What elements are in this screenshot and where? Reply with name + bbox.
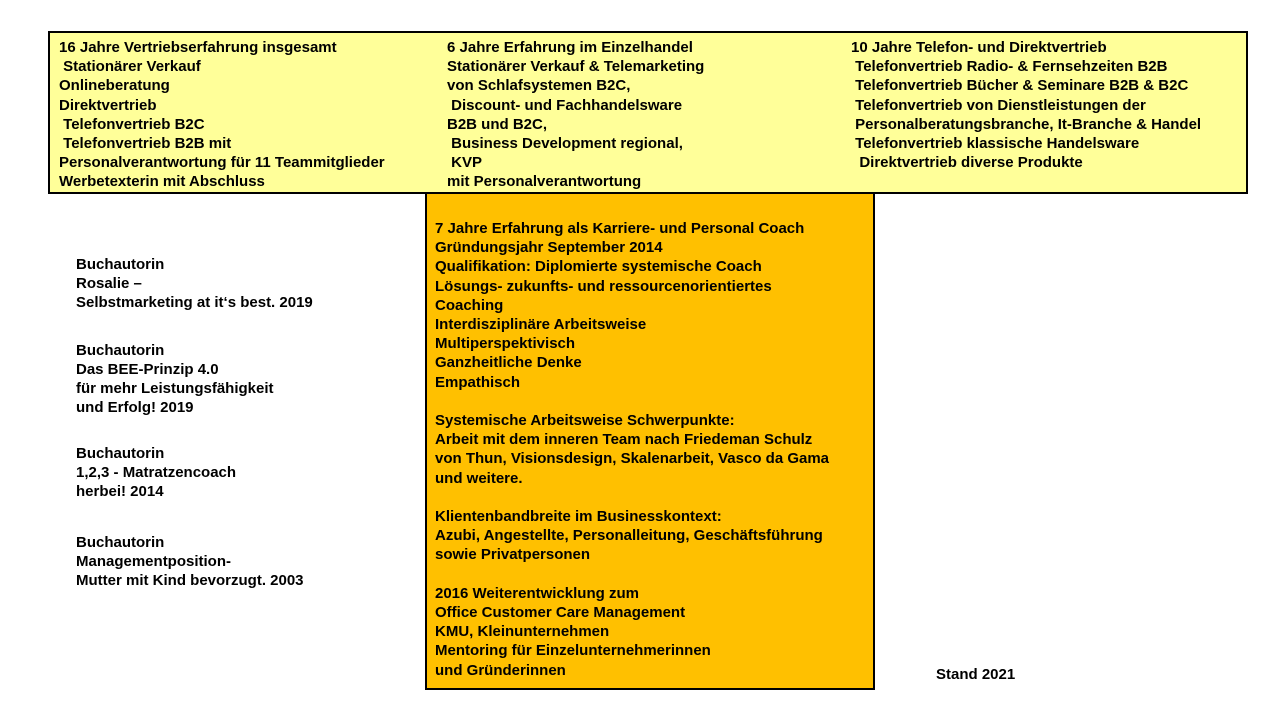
text-line: Stationärer Verkauf	[59, 58, 201, 76]
coaching-text	[435, 219, 829, 680]
text-line: KVP	[447, 154, 483, 172]
book-title: und Erfolg! 2019	[76, 399, 194, 416]
spacer	[435, 392, 829, 411]
text-line: Discount- und Fachhandelsware	[447, 96, 683, 114]
sales-experience-column	[59, 38, 385, 192]
text-line: Telefonvertrieb B2B mit	[59, 135, 232, 153]
text-line: 2016 Weiterentwicklung zum	[435, 584, 639, 602]
text-line: Gründungsjahr September 2014	[435, 239, 663, 257]
book-label: Buchautorin	[76, 256, 165, 273]
text-line: Klientenbandbreite im Businesskontext:	[435, 508, 722, 526]
text-line: Systemische Arbeitsweise Schwerpunkte:	[435, 412, 735, 430]
text-line: Lösungs- zukunfts- und ressourcenorientiertes	[435, 277, 772, 295]
book-title: Selbstmarketing at it‘s best. 2019	[76, 294, 313, 311]
text-line: und Gründerinnen	[435, 661, 566, 679]
spacer	[435, 488, 829, 507]
text-line: 16 Jahre Vertriebserfahrung insgesamt	[59, 39, 337, 56]
text-line: von Schlafsystemen B2C,	[447, 77, 631, 95]
stand-date: Stand 2021	[936, 666, 1016, 683]
text-line: Multiperspektivisch	[435, 335, 576, 353]
book-label: Buchautorin	[76, 342, 165, 359]
text-line: Werbetexterin mit Abschluss	[59, 173, 265, 191]
text-line: Mentoring für Einzelunternehmerinnen	[435, 642, 711, 660]
text-line: Arbeit mit dem inneren Team nach Friedeman Schulz	[435, 431, 813, 449]
text-line: Telefonvertrieb von Dienstleistungen der	[851, 96, 1146, 114]
text-line: Telefonvertrieb B2C	[59, 115, 205, 133]
text-line: 10 Jahre Telefon- und Direktvertrieb	[851, 39, 1107, 56]
text-line: Qualifikation: Diplomierte systemische Coach	[435, 258, 762, 276]
book-rosalie	[76, 255, 313, 312]
experience-summary-box	[48, 31, 1248, 194]
text-line: 6 Jahre Erfahrung im Einzelhandel	[447, 39, 693, 56]
book-label: Buchautorin	[76, 534, 165, 551]
text-line: Onlineberatung	[59, 77, 170, 95]
book-matratzencoach	[76, 444, 236, 501]
book-title: Rosalie –	[76, 275, 142, 292]
book-bee-prinzip	[76, 341, 274, 417]
book-title: Mutter mit Kind bevorzugt. 2003	[76, 572, 304, 589]
retail-experience-column	[447, 38, 704, 192]
book-title: 1,2,3 - Matratzencoach	[76, 464, 237, 481]
text-line: Stationärer Verkauf & Telemarketing	[447, 58, 705, 76]
text-line: von Thun, Visionsdesign, Skalenarbeit, Vasco da Gama	[435, 450, 830, 468]
text-line: Coaching	[435, 296, 504, 314]
text-line: Telefonvertrieb klassische Handelsware	[851, 135, 1140, 153]
text-line: und weitere.	[435, 469, 523, 487]
text-line: Business Development regional,	[447, 135, 683, 153]
telephone-sales-column	[851, 38, 1201, 172]
text-line: Personalverantwortung für 11 Teammitglieder	[59, 154, 385, 172]
text-line: Direktvertrieb diverse Produkte	[851, 154, 1083, 172]
text-line: KMU, Kleinunternehmen	[435, 623, 610, 641]
text-line: Empathisch	[435, 373, 521, 391]
text-line: mit Personalverantwortung	[447, 173, 642, 191]
coaching-experience-box	[425, 194, 875, 690]
book-title: Managementposition-	[76, 553, 232, 570]
book-title: herbei! 2014	[76, 483, 164, 500]
text-line: Office Customer Care Management	[435, 604, 686, 622]
text-line: Interdisziplinäre Arbeitsweise	[435, 316, 647, 334]
text-line: Personalberatungsbranche, It-Branche & Handel	[851, 115, 1202, 133]
text-line: 7 Jahre Erfahrung als Karriere- und Personal Coach	[435, 220, 805, 237]
text-line: Direktvertrieb	[59, 96, 157, 114]
text-line: Telefonvertrieb Radio- & Fernsehzeiten B2B	[851, 58, 1168, 76]
book-managementposition	[76, 533, 304, 590]
book-title: Das BEE-Prinzip 4.0	[76, 361, 219, 378]
text-line: Ganzheitliche Denke	[435, 354, 582, 372]
book-label: Buchautorin	[76, 445, 165, 462]
text-line: Azubi, Angestellte, Personalleitung, Geschäftsführung	[435, 527, 823, 545]
text-line: sowie Privatpersonen	[435, 546, 591, 564]
text-line: Telefonvertrieb Bücher & Seminare B2B & B2C	[851, 77, 1189, 95]
book-title: für mehr Leistungsfähigkeit	[76, 380, 274, 397]
spacer	[435, 565, 829, 584]
text-line: B2B und B2C,	[447, 115, 548, 133]
